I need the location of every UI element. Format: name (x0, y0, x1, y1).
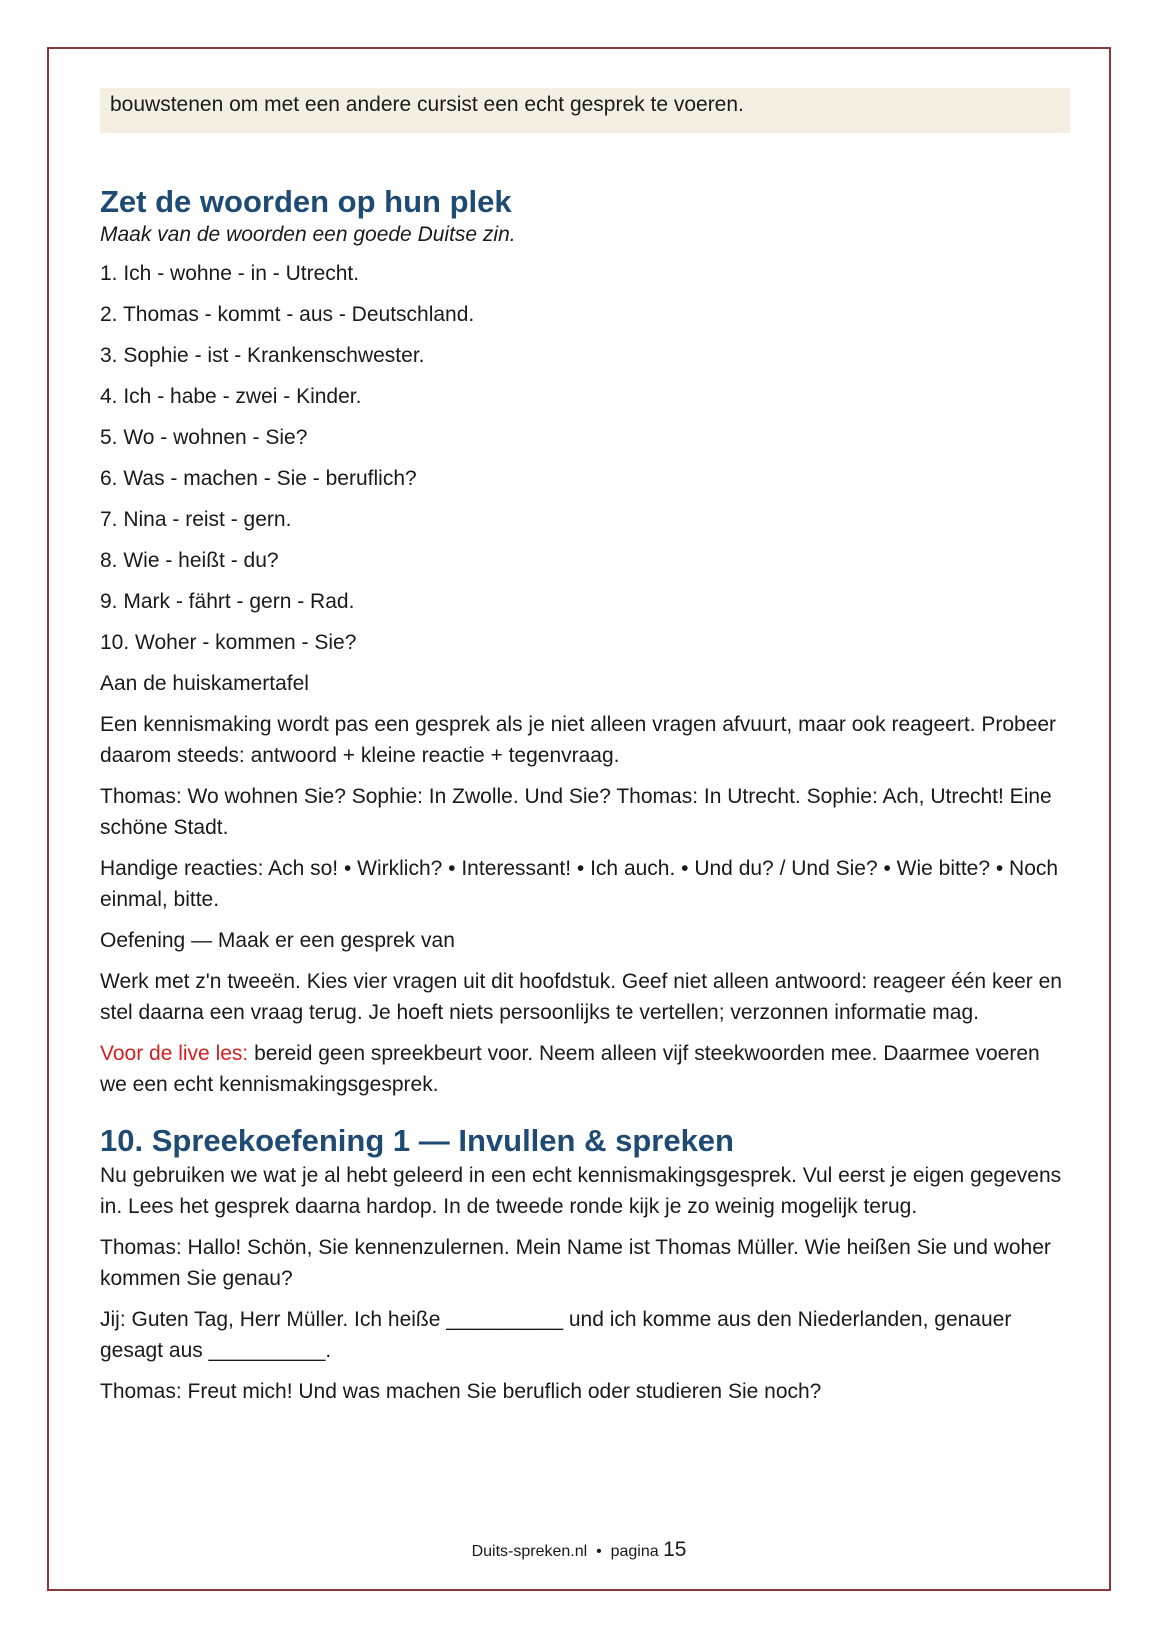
page-footer (0, 1536, 1158, 1566)
dialog-line-jij: Jij: Guten Tag, Herr Müller. Ich heiße __________ und ich komme aus den Niederlanden, genauer gesagt aus __________. (100, 1308, 1012, 1362)
paragraph-speaking-intro: Nu gebruiken we wat je al hebt geleerd in een echt kennismakingsgesprek. Vul eerst je eigen gegevens in. Lees het gesprek daarna hardop. In de tweede ronde kijk je zo weinig mogelijk terug. (100, 1164, 1062, 1218)
footer-page-label: pagina (610, 1543, 659, 1560)
list-item: 10. Woher - kommen - Sie? (100, 631, 357, 654)
intro-note-text: bouwstenen om met een andere cursist een echt gesprek te voeren. (110, 93, 744, 116)
list-item: 1. Ich - wohne - in - Utrecht. (100, 262, 360, 285)
list-item: 5. Wo - wohnen - Sie? (100, 426, 308, 449)
paragraph-useful-reactions: Handige reacties: Ach so! • Wirklich? • Interessant! • Ich auch. • Und du? / Und Sie? • Wie bitte? • Noch einmal, bitte. (100, 857, 1059, 911)
dialog-line-thomas-2: Thomas: Freut mich! Und was machen Sie beruflich oder studieren Sie noch? (100, 1380, 822, 1403)
section-heading-speaking-exercise: 10. Spreekoefening 1 — Invullen & spreken (100, 1123, 734, 1158)
footer-site: Duits-spreken.nl (471, 1543, 588, 1560)
footer-page-number: 15 (663, 1538, 687, 1561)
paragraph-conversation-intro: Een kennismaking wordt pas een gesprek als je niet alleen vragen afvuurt, maar ook reageert. Probeer daarom steeds: antwoord + kleine reactie + tegenvraag. (100, 713, 1057, 767)
list-item: 3. Sophie - ist - Krankenschwester. (100, 344, 425, 367)
list-item: 2. Thomas - kommt - aus - Deutschland. (100, 303, 475, 326)
footer-separator: • (596, 1543, 602, 1560)
section-heading-word-order: Zet de woorden op hun plek (100, 184, 512, 219)
paragraph-example-dialog: Thomas: Wo wohnen Sie? Sophie: In Zwolle. Und Sie? Thomas: In Utrecht. Sophie: Ach, Utrecht! Eine schöne Stadt. (100, 785, 1052, 839)
exercise-list (100, 258, 1070, 658)
paragraph-exercise-title: Oefening — Maak er een gesprek van (100, 929, 455, 952)
dialog-line-thomas-1: Thomas: Hallo! Schön, Sie kennenzulernen. Mein Name ist Thomas Müller. Wie heißen Sie und woher kommen Sie genau? (100, 1236, 1051, 1290)
list-item: 6. Was - machen - Sie - beruflich? (100, 467, 417, 490)
intro-note-box (100, 88, 1070, 133)
paragraph-exercise-instructions: Werk met z'n tweeën. Kies vier vragen uit dit hoofdstuk. Geef niet alleen antwoord: reageer één keer en stel daarna een vraag terug. Je hoeft niets persoonlijks te vertellen; verzonnen informatie mag. (100, 970, 1062, 1024)
list-item: 9. Mark - fährt - gern - Rad. (100, 590, 355, 613)
list-item: 8. Wie - heißt - du? (100, 549, 279, 572)
paragraph-table-title: Aan de huiskamertafel (100, 672, 309, 695)
page-content (100, 88, 1070, 1417)
section-subtitle: Maak van de woorden een goede Duitse zin. (100, 223, 516, 246)
paragraph-live-lesson (100, 1038, 1070, 1100)
live-lesson-text: bereid geen spreekbeurt voor. Neem alleen vijf steekwoorden mee. Daarmee voeren we een echt kennismakingsgesprek. (100, 1042, 1040, 1096)
list-item: 7. Nina - reist - gern. (100, 508, 292, 531)
list-item: 4. Ich - habe - zwei - Kinder. (100, 385, 362, 408)
live-lesson-label: Voor de live les: (100, 1042, 249, 1065)
